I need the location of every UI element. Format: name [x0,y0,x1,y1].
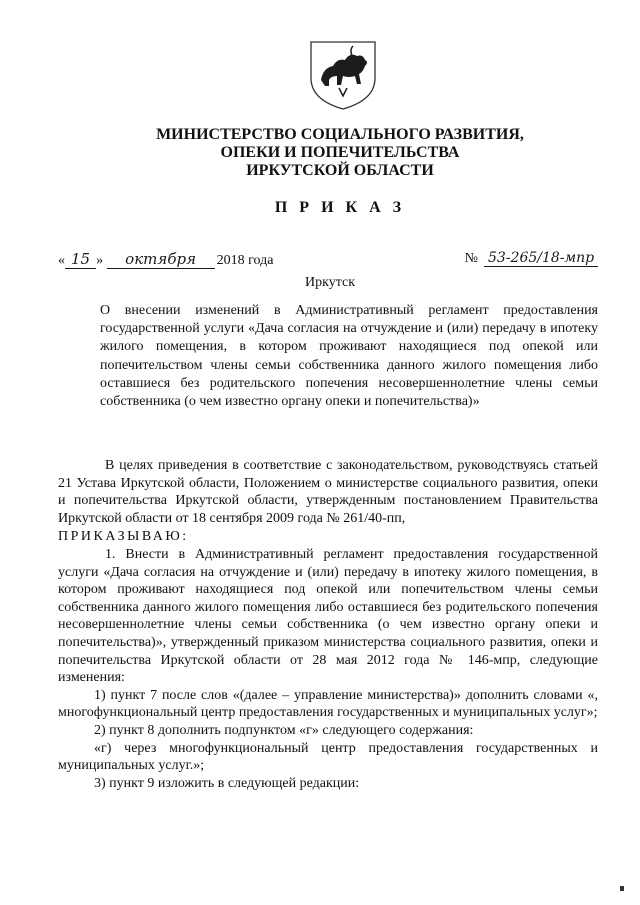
subitem-2-paragraph: 2) пункт 8 дополнить подпунктом «г» следующего содержания: [94,722,474,738]
subitem-1-paragraph: 1) пункт 7 после слов «(далее – управление министерства)» дополнить словами «, многофункциональный центр предоставления государственных и муниципальных услуг»; [58,687,598,721]
item-1-paragraph: 1. Внести в Административный регламент предоставления государственной услуги «Дача согласия на отчуждение и (или) передачу в ипотеку жилого помещения, в котором проживают находящиеся под опекой или попечительством члены семьи собственника данного жилого помещения либо оставшиеся без родительского попечения несовершеннолетние члены семьи собственника (о чем известно органу опеки и попечительства)», утвержденный приказом министерства социального развития, опеки и попечительства Иркутской области от 28 мая 2012 года № 146-мпр, следующие изменения: [58,546,598,686]
number-sign: № [464,251,478,266]
city: Иркутск [304,275,356,290]
document-type: П Р И К А З [274,199,406,216]
date-year: 2018 года [216,253,274,268]
subitem-3-paragraph: 3) пункт 9 изложить в следующей редакции: [94,775,360,791]
date-quote-open: « [58,253,65,268]
ministry-name [120,126,560,180]
date-number-row [58,250,598,274]
order-date [58,250,273,269]
scan-speck [620,886,624,891]
date-quote-close: » [96,253,104,268]
subitem-2-text-paragraph: «г) через многофункциональный центр предоставления государственных и муниципальных услуг.»; [58,740,598,774]
order-number-handwritten: 53-265/18-мпр [484,250,598,267]
order-title: О внесении изменений в Административный регламент предоставления государственной услуги «Дача согласия на отчуждение и (или) передачу в ипотеку жилого помещения, в котором проживают находящиеся под опекой или попечительством члены семьи собственника данного жилого помещения либо оставшиеся без родительского попечения несовершеннолетние члены семьи собственника (о чем известно органу опеки и попечительства)» [100,303,598,410]
ministry-name-line-3: ИРКУТСКОЙ ОБЛАСТИ [246,162,434,179]
order-body [58,457,598,792]
coat-of-arms-icon [303,38,383,112]
order-number [465,250,598,267]
preamble-paragraph: В целях приведения в соответствие с законодательством, руководствуясь статьей 21 Устава Иркутской области, Положением о министерстве социального развития, опеки и попечительства Иркутской области, утвержденным постановлением Правительства Иркутской области от 18 сентября 2009 года № 261/40-пп, [58,458,598,526]
ministry-name-line-1: МИНИСТЕРСТВО СОЦИАЛЬНОГО РАЗВИТИЯ, [156,126,524,143]
date-day-handwritten: 15 [65,250,96,269]
order-verb: ПРИКАЗЫВАЮ: [58,529,189,545]
date-month-handwritten: октября [107,250,215,269]
ministry-name-line-2: ОПЕКИ И ПОПЕЧИТЕЛЬСТВА [220,144,460,161]
